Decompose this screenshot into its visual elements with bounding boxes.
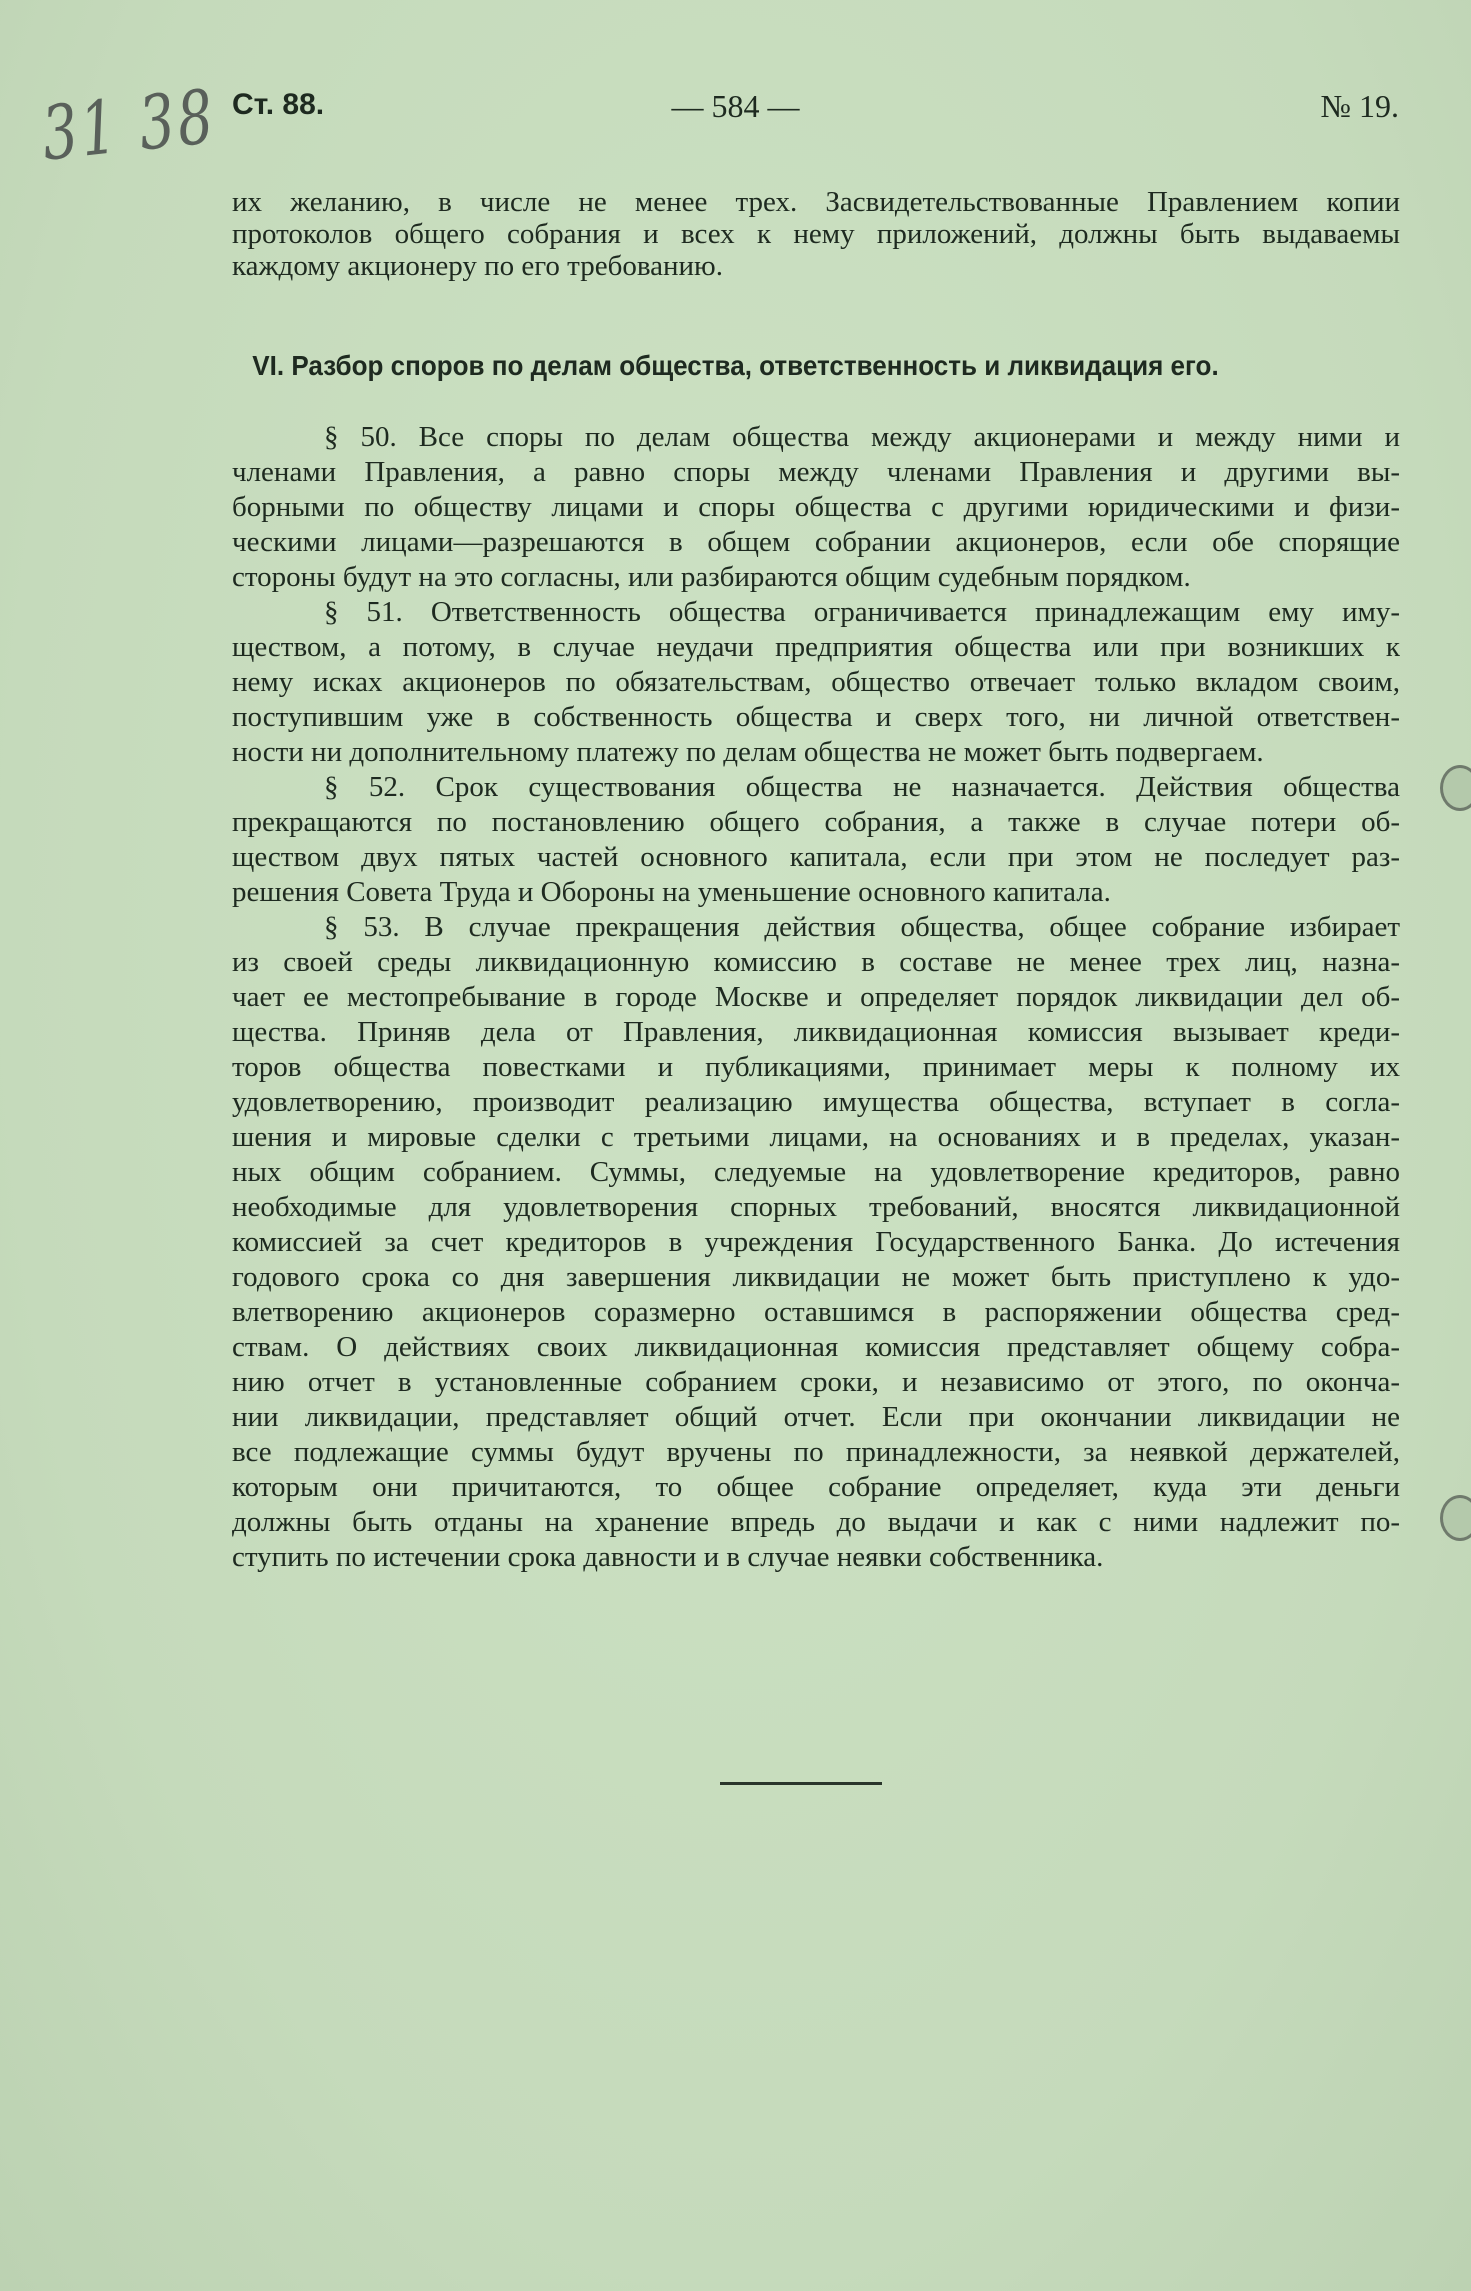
text-line: § 50. Все споры по делам общества между акционерами и между ними и xyxy=(324,421,1400,453)
end-divider xyxy=(720,1782,882,1785)
text-line: удовлетворению, производит реализацию имущества общества, вступает в согла- xyxy=(232,1086,1400,1118)
text-line: которым они причитаются, то общее собрание определяет, куда эти деньги xyxy=(232,1471,1400,1503)
text-line: влетворению акционеров соразмерно оставшимся в распоряжении общества сред- xyxy=(232,1296,1400,1328)
text-line: § 53. В случае прекращения действия общества, общее собрание избирает xyxy=(324,911,1400,943)
text-line: нии ликвидации, представляет общий отчет. Если при окончании ликвидации не xyxy=(232,1401,1400,1433)
text-line: ществом двух пятых частей основного капитала, если при этом не последует раз- xyxy=(232,841,1400,873)
text-line: § 52. Срок существования общества не назначается. Действия общества xyxy=(324,771,1400,803)
article-number: Ст. 88. xyxy=(232,88,325,121)
text-line: должны быть отданы на хранение впредь до выдачи и как с ними надлежит по- xyxy=(232,1506,1400,1538)
text-line: протоколов общего собрания и всех к нему приложений, должны быть выдаваемы xyxy=(232,218,1400,250)
paragraph xyxy=(232,595,1400,770)
text-line: решения Совета Труда и Обороны на уменьшение основного капитала. xyxy=(232,876,1111,908)
text-line: ности ни дополнительному платежу по делам общества не может быть подвергаем. xyxy=(232,736,1264,768)
text-line: чает ее местопребывание в городе Москве и определяет порядок ликвидации дел об- xyxy=(232,981,1400,1013)
text-line: годового срока со дня завершения ликвидации не может быть приступлено к удо- xyxy=(232,1261,1400,1293)
text-line: все подлежащие суммы будут вручены по принадлежности, за неявкой держателей, xyxy=(232,1436,1400,1468)
handwritten-margin-note: 31 38 xyxy=(38,73,220,178)
text-line: шения и мировые сделки с третьими лицами, на основаниях и в пределах, указан- xyxy=(232,1121,1400,1153)
text-line: торов общества повестками и публикациями, принимает меры к полному их xyxy=(232,1051,1400,1083)
text-line: прекращаются по постановлению общего собрания, а также в случае потери об- xyxy=(232,806,1400,838)
text-line: комиссией за счет кредиторов в учреждения Государственного Банка. До истечения xyxy=(232,1226,1400,1258)
issue-number: № 19. xyxy=(1320,88,1399,124)
paragraph xyxy=(232,420,1400,595)
paragraph xyxy=(232,910,1400,1575)
text-line: ществом, а потому, в случае неудачи предприятия общества или при возникших к xyxy=(232,631,1400,663)
intro-paragraph xyxy=(232,186,1400,282)
text-line: их желанию, в числе не менее трех. Засвидетельствованные Правлением копии xyxy=(232,186,1400,218)
text-line: нему исках акционеров по обязательствам, общество отвечает только вкладом своим, xyxy=(232,666,1400,698)
text-line: каждому акционеру по его требованию. xyxy=(232,250,723,282)
text-line: необходимые для удовлетворения спорных требований, вносятся ликвидационной xyxy=(232,1191,1400,1223)
text-line: членами Правления, а равно споры между членами Правления и другими вы- xyxy=(232,456,1400,488)
text-line: § 51. Ответственность общества ограничивается принадлежащим ему иму- xyxy=(324,596,1400,628)
section-heading: VI. Разбор споров по делам общества, ответственность и ликвидация его. xyxy=(252,350,1219,381)
text-line: щества. Приняв дела от Правления, ликвидационная комиссия вызывает креди- xyxy=(232,1016,1400,1048)
text-line: ных общим собранием. Суммы, следуемые на удовлетворение кредиторов, равно xyxy=(232,1156,1400,1188)
text-line: поступившим уже в собственность общества и сверх того, ни личной ответствен- xyxy=(232,701,1400,733)
page-number: — 584 — xyxy=(671,88,800,124)
text-line: из своей среды ликвидационную комиссию в составе не менее трех лиц, назна- xyxy=(232,946,1400,978)
text-line: нию отчет в установленные собранием сроки, и независимо от этого, по оконча- xyxy=(232,1366,1400,1398)
text-line: ческими лицами—разрешаются в общем собрании акционеров, если обе спорящие xyxy=(232,526,1400,558)
paragraph xyxy=(232,770,1400,910)
text-line: ствам. О действиях своих ликвидационная комиссия представляет общему собра- xyxy=(232,1331,1400,1363)
section-body xyxy=(232,420,1400,1575)
text-line: стороны будут на это согласны, или разбираются общим судебным порядком. xyxy=(232,561,1191,593)
text-line: ступить по истечении срока давности и в случае неявки собственника. xyxy=(232,1541,1104,1573)
text-line: борными по обществу лицами и споры общества с другими юридическими и физи- xyxy=(232,491,1400,523)
